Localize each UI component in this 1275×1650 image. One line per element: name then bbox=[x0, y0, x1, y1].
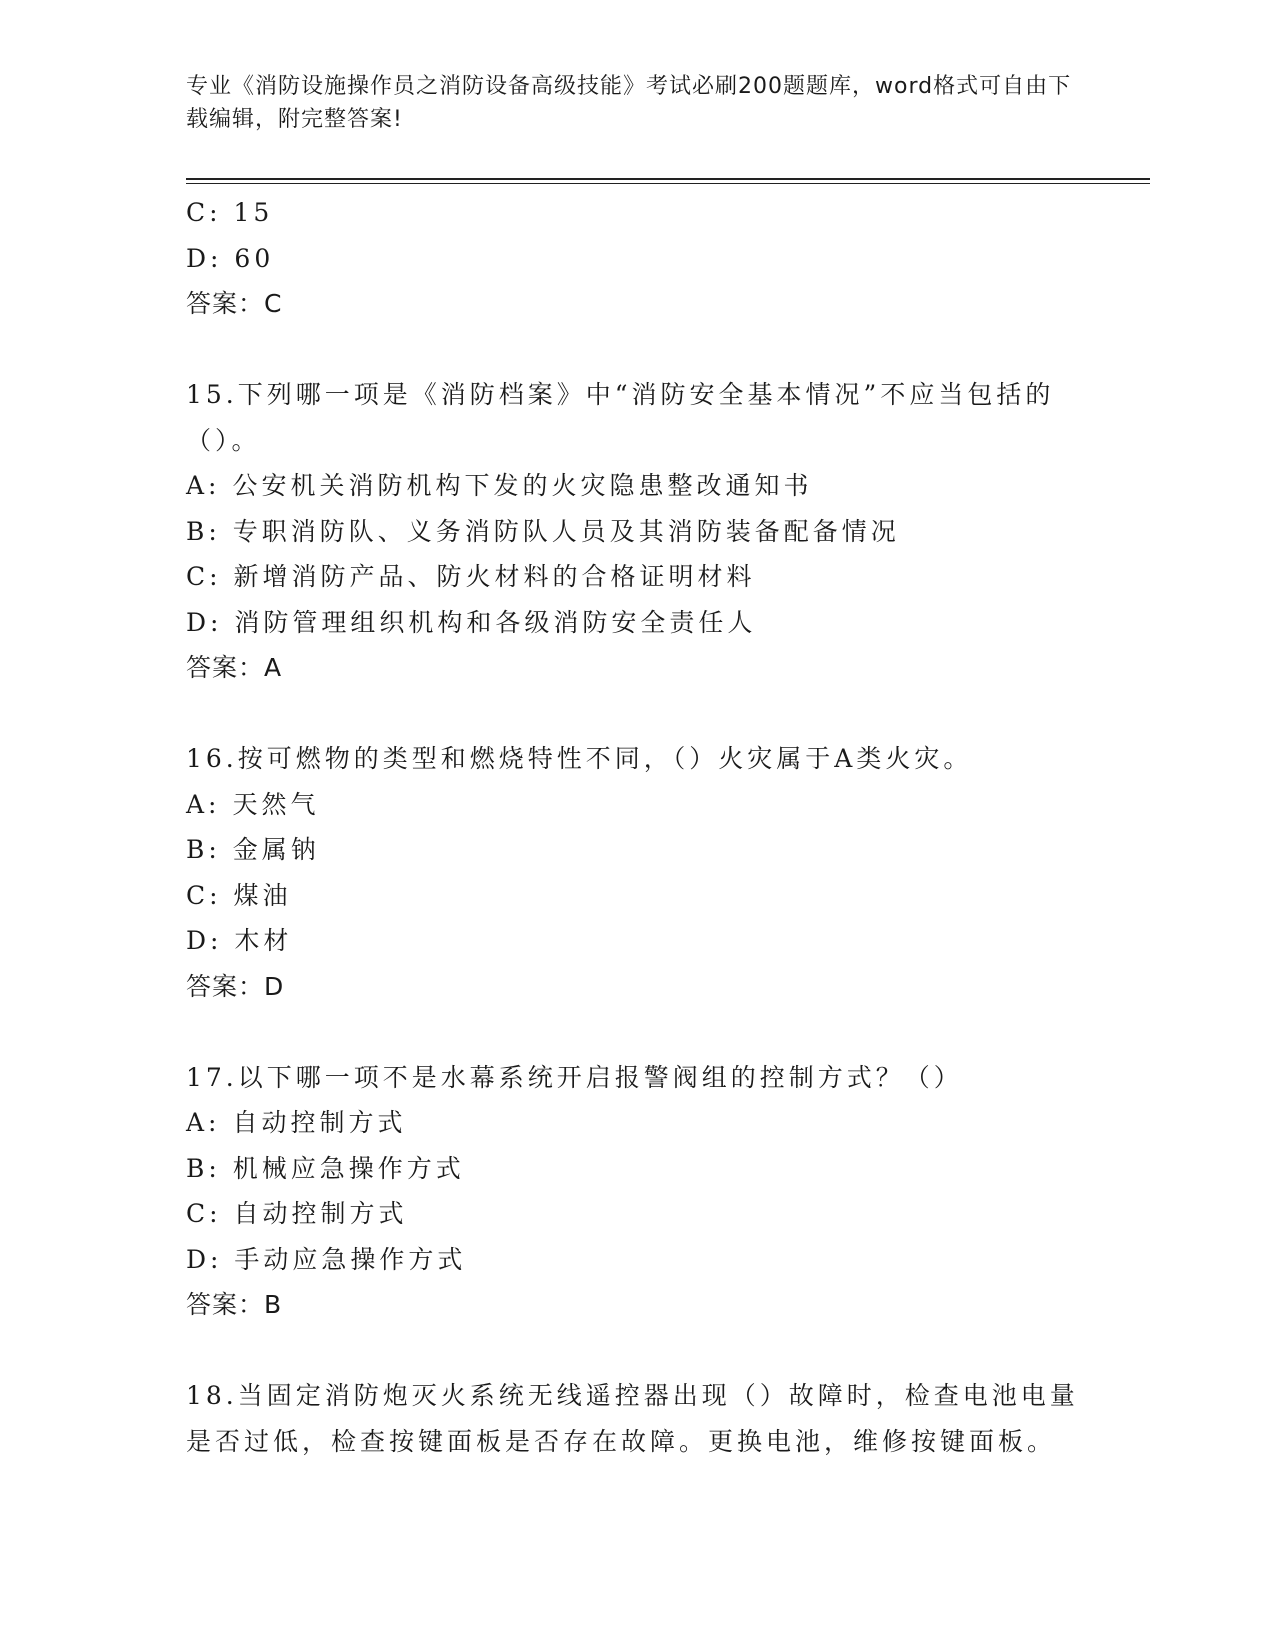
answer-line: 答案：D bbox=[186, 971, 285, 1001]
option-line: B: 金属钠 bbox=[186, 835, 320, 864]
question-stem: 17.以下哪一项不是水幕系统开启报警阀组的控制方式？（） bbox=[186, 1062, 963, 1092]
option-line: A: 自动控制方式 bbox=[186, 1108, 407, 1137]
header-divider bbox=[186, 178, 1150, 180]
question-content bbox=[186, 190, 1086, 1464]
option-line: B: 机械应急操作方式 bbox=[186, 1153, 465, 1183]
option-line: C: 新增消防产品、防火材料的合格证明材料 bbox=[186, 562, 756, 591]
option-line: B: 专职消防队、义务消防队人员及其消防装备配备情况 bbox=[186, 516, 900, 546]
header-text: 专业《消防设施操作员之消防设备高级技能》考试必刷200题题库，word格式可自由下载编辑，附完整答案! bbox=[186, 74, 1072, 132]
option-line: D: 消防管理组织机构和各级消防安全责任人 bbox=[186, 607, 757, 637]
option-line: C: 自动控制方式 bbox=[186, 1199, 408, 1228]
question-stem: 15.下列哪一项是《消防档案》中“消防安全基本情况”不应当包括的（）。 bbox=[186, 380, 1055, 455]
option-line: A: 天然气 bbox=[186, 789, 320, 819]
option-line: C: 15 bbox=[186, 198, 274, 227]
answer-line: 答案：C bbox=[186, 289, 283, 318]
document-header bbox=[186, 70, 1086, 136]
option-line: D: 60 bbox=[186, 243, 275, 273]
option-line: D: 木材 bbox=[186, 926, 293, 955]
question-stem: 18.当固定消防炮灭火系统无线遥控器出现（）故障时，检查电池电量是否过低，检查按键面板是否存在故障。更换电池，维修按键面板。 bbox=[186, 1381, 1079, 1456]
option-line: D: 手动应急操作方式 bbox=[186, 1244, 467, 1274]
question-stem: 16.按可燃物的类型和燃烧特性不同，（）火灾属于A类火灾。 bbox=[186, 744, 973, 773]
answer-line: 答案：A bbox=[186, 653, 283, 682]
answer-line: 答案：B bbox=[186, 1290, 283, 1319]
header-divider-thin bbox=[186, 183, 1150, 184]
option-line: C: 煤油 bbox=[186, 880, 292, 910]
option-line: A: 公安机关消防机构下发的火灾隐患整改通知书 bbox=[186, 471, 813, 500]
